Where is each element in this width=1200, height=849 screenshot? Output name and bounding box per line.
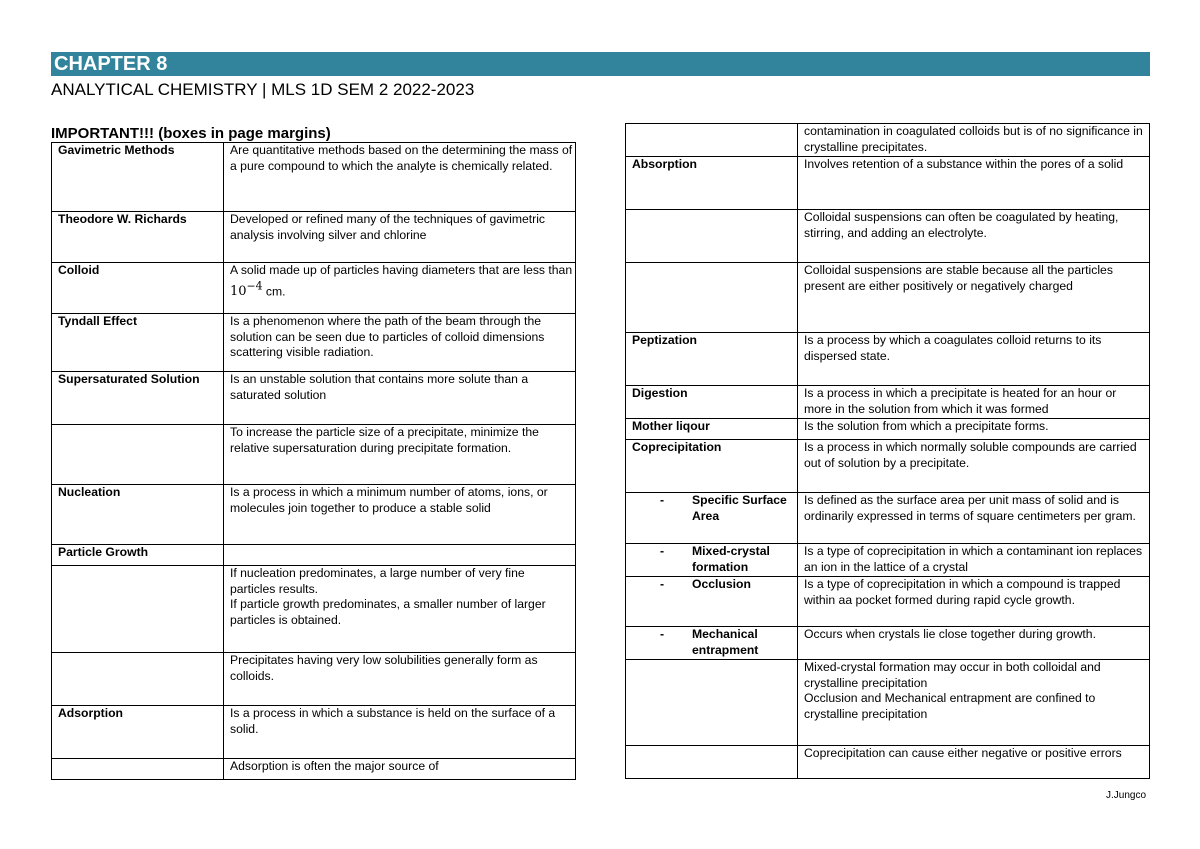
chapter-banner [51, 52, 1150, 76]
definition-cell: A solid made up of particles having diameters that are less than $10^{-4}$ cm. [224, 263, 576, 314]
definition-cell: Is a process in which normally soluble compounds are carried out of solution by a precipitate. [798, 440, 1150, 493]
term-cell: Peptization [626, 333, 798, 386]
definition-cell: Precipitates having very low solubilities generally form as colloids. [224, 653, 576, 706]
table-row [626, 419, 1150, 440]
definition-cell: Coprecipitation can cause either negative or positive errors [798, 746, 1150, 779]
definition-cell: Is an unstable solution that contains more solute than a saturated solution [224, 372, 576, 425]
definition-cell: Mixed-crystal formation may occur in both colloidal and crystalline precipitation Occlusion and Mechanical entrapment are confined to crystalline precipitation [798, 660, 1150, 746]
table-row [52, 566, 576, 653]
term-cell: - Specific Surface Area [626, 493, 798, 544]
definition-cell: To increase the particle size of a precipitate, minimize the relative supersaturation during precipitate formation. [224, 425, 576, 485]
table-row [52, 212, 576, 263]
author-footer: J.Jungco [1106, 790, 1147, 801]
definition-cell: Is a process in which a minimum number of atoms, ions, or molecules join together to produce a stable solid [224, 485, 576, 545]
table-row [52, 706, 576, 759]
table-row [626, 544, 1150, 577]
definition-cell: Colloidal suspensions can often be coagulated by heating, stirring, and adding an electrolyte. [798, 210, 1150, 263]
term-cell: Tyndall Effect [52, 314, 224, 372]
definition-cell: Is a phenomenon where the path of the beam through the solution can be seen due to particles of colloid dimensions scattering visible radiation. [224, 314, 576, 372]
definition-cell [224, 545, 576, 566]
term-cell: Absorption [626, 157, 798, 210]
table-row [52, 314, 576, 372]
term-cell: Gavimetric Methods [52, 143, 224, 212]
term-cell: - Occlusion [626, 577, 798, 627]
definition-cell: contamination in coagulated colloids but is of no significance in crystalline precipitates. [798, 124, 1150, 157]
important-heading: IMPORTANT!!! (boxes in page margins) [51, 125, 331, 142]
term-cell [52, 425, 224, 485]
term-cell: Supersaturated Solution [52, 372, 224, 425]
term-cell [626, 746, 798, 779]
table-row [626, 124, 1150, 157]
term-cell [626, 210, 798, 263]
definition-cell: Is a process by which a coagulates colloid returns to its dispersed state. [798, 333, 1150, 386]
definition-cell: Is the solution from which a precipitate forms. [798, 419, 1150, 440]
term-cell [626, 263, 798, 333]
definition-cell: Adsorption is often the major source of [224, 759, 576, 780]
term-cell [52, 653, 224, 706]
term-cell: Coprecipitation [626, 440, 798, 493]
table-row [52, 263, 576, 314]
table-row [52, 485, 576, 545]
definition-cell: Is defined as the surface area per unit mass of solid and is ordinarily expressed in terms of square centimeters per gram. [798, 493, 1150, 544]
table-row [52, 372, 576, 425]
term-cell [52, 759, 224, 780]
term-cell [626, 660, 798, 746]
table-row [52, 545, 576, 566]
term-cell: Mother liqour [626, 419, 798, 440]
term-cell: Digestion [626, 386, 798, 419]
definition-cell: Involves retention of a substance within the pores of a solid [798, 157, 1150, 210]
definition-cell: Is a process in which a precipitate is heated for an hour or more in the solution from which it was formed [798, 386, 1150, 419]
table-row [626, 263, 1150, 333]
term-cell: Nucleation [52, 485, 224, 545]
left-terms-table [51, 142, 576, 780]
definition-cell: Occurs when crystals lie close together during growth. [798, 627, 1150, 660]
definition-cell: Colloidal suspensions are stable because all the particles present are either positively or negatively charged [798, 263, 1150, 333]
chapter-title: CHAPTER 8 [54, 53, 168, 75]
definition-cell: Is a type of coprecipitation in which a contaminant ion replaces an ion in the lattice of a crystal [798, 544, 1150, 577]
math-power-of-ten: $10^{-4}$ [230, 279, 263, 299]
term-cell [626, 124, 798, 157]
table-row [626, 210, 1150, 263]
definition-cell: Developed or refined many of the techniques of gavimetric analysis involving silver and chlorine [224, 212, 576, 263]
table-row [626, 440, 1150, 493]
term-cell: - Mixed-crystal formation [626, 544, 798, 577]
definition-cell: Is a process in which a substance is held on the surface of a solid. [224, 706, 576, 759]
term-cell: Particle Growth [52, 545, 224, 566]
definition-cell: Is a type of coprecipitation in which a compound is trapped within aa pocket formed during rapid cycle growth. [798, 577, 1150, 627]
table-row [626, 660, 1150, 746]
table-row [52, 425, 576, 485]
table-row [626, 577, 1150, 627]
term-cell: Theodore W. Richards [52, 212, 224, 263]
term-cell: Adsorption [52, 706, 224, 759]
right-terms-table [625, 123, 1150, 779]
table-row [626, 333, 1150, 386]
definition-cell: If nucleation predominates, a large number of very fine particles results. If particle growth predominates, a smaller number of larger particles is obtained. [224, 566, 576, 653]
table-row [52, 143, 576, 212]
table-row [626, 746, 1150, 779]
term-cell [52, 566, 224, 653]
table-row [626, 627, 1150, 660]
term-cell: Colloid [52, 263, 224, 314]
definition-cell: Are quantitative methods based on the determining the mass of a pure compound to which the analyte is chemically related. [224, 143, 576, 212]
table-row [52, 653, 576, 706]
table-row [52, 759, 576, 780]
table-row [626, 386, 1150, 419]
table-row [626, 157, 1150, 210]
term-cell: - Mechanical entrapment [626, 627, 798, 660]
course-subtitle: ANALYTICAL CHEMISTRY | MLS 1D SEM 2 2022-2023 [51, 80, 475, 99]
table-row [626, 493, 1150, 544]
